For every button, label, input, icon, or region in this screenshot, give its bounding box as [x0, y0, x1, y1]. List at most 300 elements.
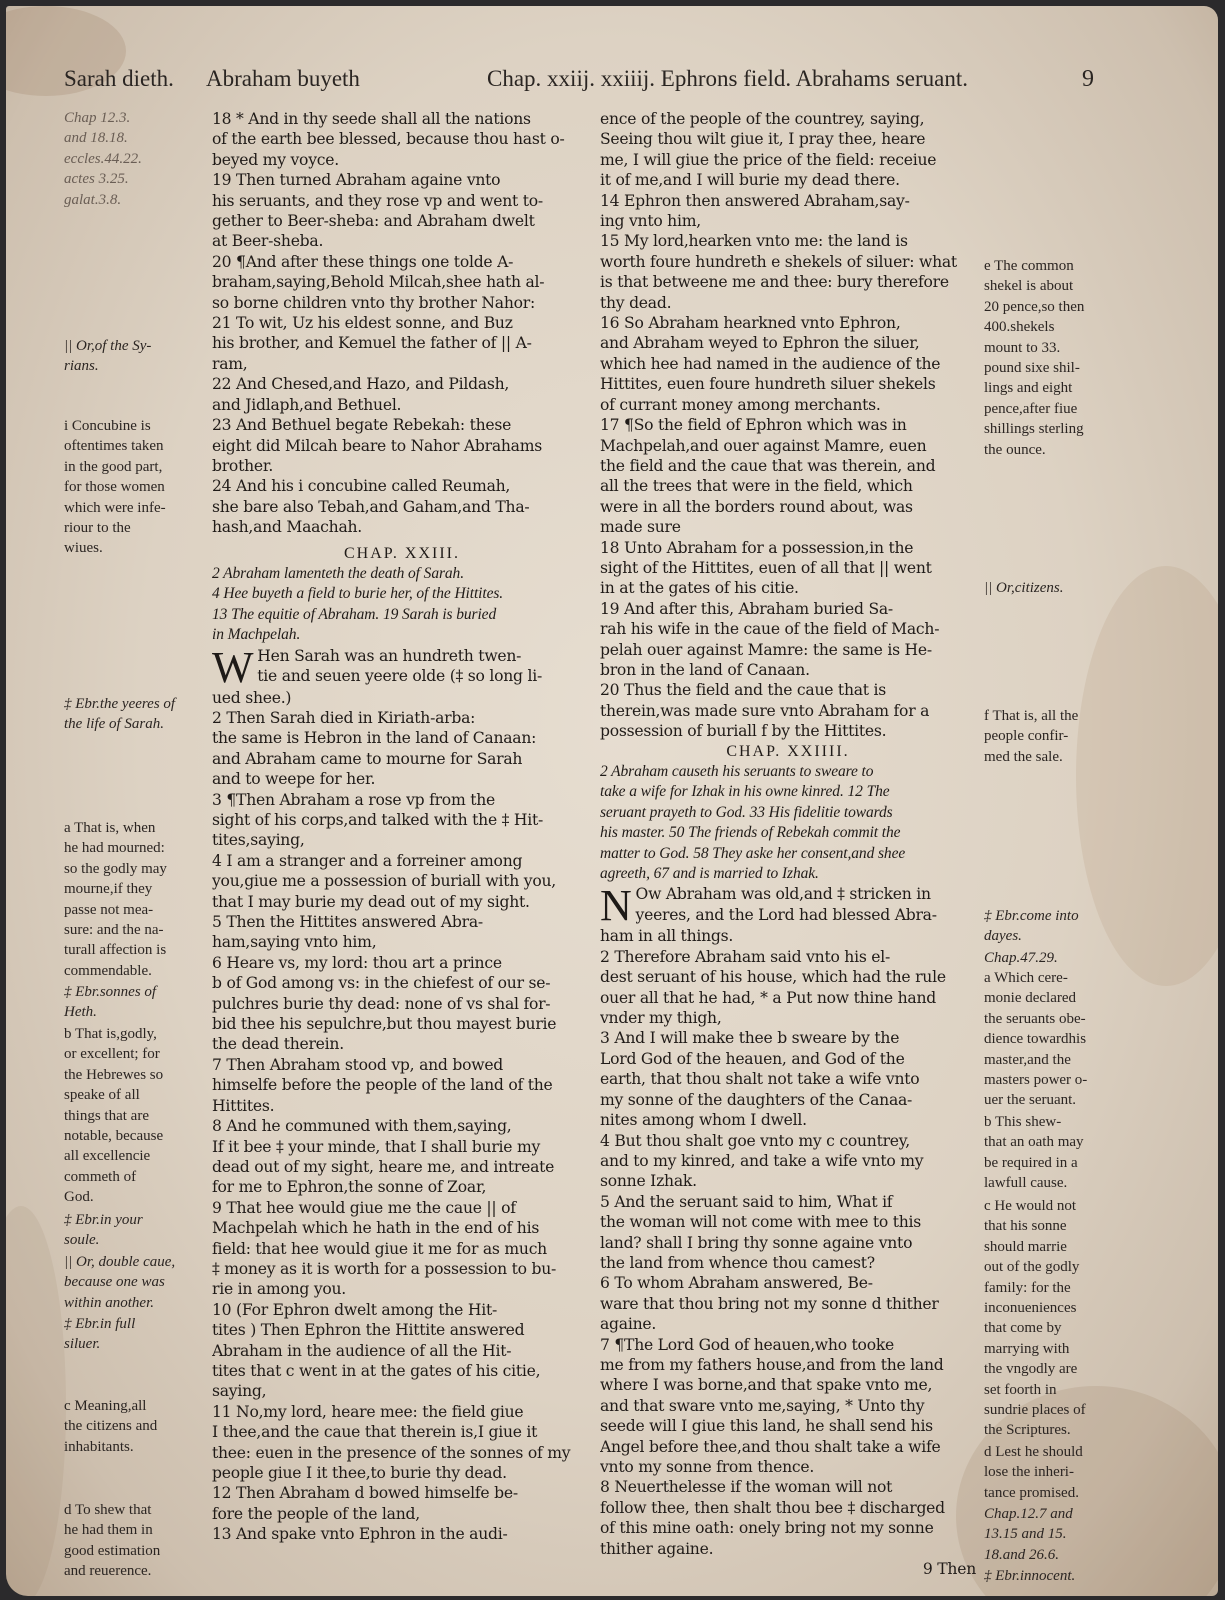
text-line: b of God among vs: in the chiefest of our se- [212, 974, 551, 993]
margin-note-c [64, 1396, 157, 1457]
text-line: ‡ Ebr.innocent. [984, 1568, 1076, 1584]
verse-block [600, 1131, 976, 1192]
text-line: 24 And his i concubine called Reumah, [212, 477, 511, 496]
text-line: so borne children vnto thy brother Nahor: [212, 293, 535, 312]
text-line: mount to 33. [984, 339, 1061, 356]
text-line: and 18.18. [64, 130, 128, 147]
text-line: 2 Abraham causeth his seruants to sweare to [600, 763, 874, 780]
text-line: 7 Then Abraham stood vp, and bowed [212, 1055, 504, 1074]
text-line: 8 Neuerthelesse if the woman will not [600, 1478, 893, 1497]
text-line: dest seruant of his house, which had the rule [600, 968, 946, 987]
text-line: thither againe. [600, 1539, 714, 1558]
text-line: brother. [212, 456, 274, 475]
text-line: earth, that thou shalt not take a wife vnto [600, 1070, 920, 1089]
text-line: 10 (For Ephron dwelt among the Hit- [212, 1300, 497, 1319]
verse-block [600, 1335, 976, 1478]
text-line: that his sonne [984, 1218, 1067, 1235]
text-line: which were infe- [64, 499, 166, 516]
text-line: seruant prayeth to God. 33 His fidelitie towards [600, 803, 893, 821]
text-line: it of me,and I will burie my dead there. [600, 171, 900, 190]
text-line: within another. [64, 1294, 155, 1311]
text-line: 12 Then Abraham d bowed himselfe be- [212, 1484, 518, 1503]
text-line: tie and seuen yeere olde (‡ so long li- [257, 666, 542, 685]
text-line: that I may burie my dead out of my sight. [212, 892, 530, 911]
margin-note-citizens [984, 578, 1064, 598]
verse-block [212, 313, 592, 374]
text-line: ‡ Ebr.come into [984, 908, 1079, 924]
text-line: agreeth, 67 and is married to Izhak. [600, 865, 819, 883]
text-line: 20 pence,so then [984, 298, 1085, 315]
text-line: sonne Izhak. [600, 1172, 697, 1191]
text-line: he had them in [64, 1522, 153, 1539]
verse-block [212, 1524, 592, 1544]
drop-cap: W [212, 645, 254, 688]
text-line: the land from whence thou camest? [600, 1253, 875, 1272]
paper-stain [6, 1206, 66, 1596]
text-line: me, I will giue the price of the field: receiue [600, 150, 937, 169]
text-line: he had mourned: [64, 840, 165, 857]
catchword: 9 Then [922, 1560, 976, 1579]
verse-block [600, 1273, 976, 1334]
text-line: rie in among you. [212, 1280, 347, 1299]
text-line: 18.and 26.6. [984, 1546, 1059, 1563]
text-line: d To shew that [64, 1502, 152, 1518]
text-line: 9 That hee would giue me the caue || of [212, 1198, 516, 1217]
text-line: were in all the borders round about, was [600, 497, 913, 516]
text-line: 3 And I will make thee b sweare by the [600, 1029, 900, 1048]
text-line: eccles.44.22. [64, 150, 142, 167]
text-line: tites that c went in at the gates of his citie, [212, 1361, 541, 1380]
text-line: his master. 50 The friends of Rebekah commit the [600, 824, 901, 842]
text-line: in at the gates of his citie. [600, 579, 799, 598]
text-line: eight did Milcah beare to Nahor Abrahams [212, 436, 543, 455]
text-line: c He would not [984, 1198, 1077, 1214]
margin-note-ebr-heth [64, 982, 156, 1023]
verse-block [212, 374, 592, 415]
text-line: my sonne of the daughters of the Canaa- [600, 1090, 913, 1109]
header-left-title: Sarah dieth. [64, 66, 174, 91]
margin-note-ebr-dayes [984, 906, 1079, 947]
text-line: the seruants obe- [984, 1010, 1086, 1027]
text-line: 13 And spake vnto Ephron in the audi- [212, 1525, 508, 1544]
verse-block [212, 1402, 592, 1484]
text-line: set foorth in [984, 1381, 1057, 1398]
text-line: 3 ¶Then Abraham a rose vp from the [212, 790, 495, 809]
text-line: Heth. [64, 1004, 97, 1021]
text-line: the Scriptures. [984, 1422, 1071, 1439]
text-line: Chap 12.3. [64, 110, 131, 126]
text-line: dience towardhis [984, 1031, 1087, 1048]
text-line: soule. [64, 1232, 100, 1249]
text-line: possession of buriall f by the Hittites. [600, 722, 887, 741]
verse-line: ued shee.) [212, 688, 292, 707]
text-line: tance promised. [984, 1484, 1079, 1501]
verse-block [600, 109, 976, 191]
verse-block [212, 1300, 592, 1402]
text-line: ‡ Ebr.sonnes of [64, 984, 157, 1000]
text-line: in Machpelah. [212, 626, 301, 644]
text-line: all excellencie [64, 1148, 151, 1165]
verse-block [212, 1198, 592, 1300]
verse-block [600, 599, 976, 681]
header-left-title-2: Abraham buyeth [206, 66, 360, 91]
text-line: at Beer-sheba. [212, 232, 324, 251]
text-line: and Abraham weyed to Ephron the siluer, [600, 334, 920, 353]
text-line: seede will I giue this land, he shall send his [600, 1417, 933, 1436]
chapter-summary [212, 564, 592, 646]
text-line: God. [64, 1189, 94, 1206]
bible-page [6, 6, 1218, 1596]
text-line: nites among whom I dwell. [600, 1111, 807, 1130]
text-line: and to weepe for her. [212, 770, 376, 789]
text-line: uer the seruant. [984, 1092, 1077, 1109]
text-line: a That is, when [64, 820, 156, 836]
text-line: lings and eight [984, 380, 1073, 397]
verse-block [600, 1028, 976, 1130]
margin-note-ebr-soule [64, 1210, 143, 1251]
text-line: tites ) Then Ephron the Hittite answered [212, 1321, 525, 1340]
text-line: c Meaning,all [64, 1398, 147, 1414]
text-line: pelah ouer against Mamre: the same is He- [600, 640, 932, 659]
text-column-right [600, 109, 976, 1579]
text-line: the field and the caue that was therein, and [600, 456, 936, 475]
text-line: actes 3.25. [64, 171, 129, 188]
text-line: be required in a [984, 1154, 1078, 1171]
chapter-heading: CHAP. XXIII. [344, 544, 460, 562]
margin-note-a [64, 818, 167, 981]
text-line: riour to the [64, 520, 131, 537]
margin-note-b-right [984, 1112, 1084, 1194]
text-line: pence,after fiue [984, 400, 1078, 417]
running-header [64, 66, 1124, 102]
text-line: braham,saying,Behold Milcah,shee hath al- [212, 273, 545, 292]
text-line: 20 ¶And after these things one tolde A- [212, 252, 514, 271]
verse-block [212, 790, 592, 851]
text-line: Hen Sarah was an hundreth twen- [257, 646, 522, 665]
text-line: mourne,if they [64, 881, 153, 898]
text-line: me from my fathers house,and from the land [600, 1355, 944, 1374]
verse-block [212, 415, 592, 476]
text-line: lawfull cause. [984, 1175, 1068, 1192]
text-line: 4 Hee buyeth a field to burie her, of the Hittites. [212, 585, 504, 603]
margin-note-ebr-yeeres [64, 694, 175, 735]
text-line: notable, because [64, 1128, 164, 1145]
text-line: master,and the [984, 1051, 1071, 1068]
text-line: I thee,and the caue that therein is,I giue it [212, 1423, 538, 1442]
text-line: good estimation [64, 1542, 161, 1559]
text-line: his seruants, and they rose vp and went to- [212, 191, 543, 210]
verse-block [600, 538, 976, 599]
margin-note-refs [64, 108, 142, 210]
text-line: ham,saying vnto him, [212, 933, 377, 952]
margin-note-ebr-full [64, 1314, 135, 1355]
text-line: hash,and Maachah. [212, 518, 363, 537]
text-line: the citizens and [64, 1418, 158, 1435]
text-line: family: for the [984, 1279, 1071, 1296]
text-line: dayes. [984, 928, 1022, 945]
text-line: saying, [212, 1382, 267, 1401]
verse-block [600, 1192, 976, 1274]
text-line: 17 ¶So the field of Ephron which was in [600, 416, 907, 435]
text-line: that an oath may [984, 1134, 1084, 1151]
text-line: you,giue me a possession of buriall with you, [212, 872, 556, 891]
text-line: his brother, and Kemuel the father of || A- [212, 334, 532, 353]
verse-block [212, 109, 592, 170]
text-line: Lord God of the heauen, and God of the [600, 1049, 905, 1068]
text-line: sight of his corps,and talked with the ‡ Hit- [212, 811, 544, 829]
text-line: people giue I it thee,to burie thy dead. [212, 1464, 507, 1482]
text-line: 400.shekels [984, 319, 1055, 336]
text-line: matter to God. 58 They aske her consent,and shee [600, 844, 906, 862]
chapter-heading: CHAP. XXIIII. [726, 742, 850, 760]
text-line: pound sixe shil- [984, 360, 1080, 377]
margin-note-e [984, 256, 1084, 460]
text-line: 22 And Chesed,and Hazo, and Pildash, [212, 375, 510, 394]
verse-block [212, 912, 592, 953]
text-line: ram, [212, 354, 248, 373]
text-line: should marrie [984, 1238, 1067, 1255]
margin-note-i [64, 416, 166, 559]
verse-block [600, 415, 976, 537]
text-line: e The common [984, 258, 1074, 274]
text-line: 14 Ephron then answered Abraham,say- [600, 191, 910, 210]
text-line: wiues. [64, 540, 103, 557]
text-line: siluer. [64, 1336, 101, 1353]
text-line: 18 * And in thy seede shall all the nations [212, 110, 531, 128]
text-line: monie declared [984, 990, 1077, 1007]
text-line: the same is Hebron in the land of Canaan: [212, 729, 537, 748]
text-line: or excellent; for [64, 1046, 160, 1063]
text-line: all the trees that were in the field, which [600, 477, 913, 496]
text-line: of the earth bee blessed, because thou hast o- [212, 130, 565, 149]
verse-block [212, 1055, 592, 1116]
text-line: where I was borne,and that spake vnto me, [600, 1376, 933, 1395]
text-line: ‡ Ebr.in full [64, 1316, 136, 1332]
text-line: yeeres, and the Lord had blessed Abra- [635, 905, 937, 924]
text-line: Chap.12.7 and [984, 1506, 1073, 1522]
text-line: she bare also Tebah,and Gaham,and Tha- [212, 497, 530, 516]
text-line: ‡ money as it is worth for a possession to bu- [212, 1259, 557, 1278]
chapter-summary [600, 762, 976, 884]
verse-block [212, 1483, 592, 1524]
text-line: ware that thou bring not my sonne d thither [600, 1294, 939, 1313]
text-line: tites,saying, [212, 831, 305, 850]
text-line: 19 Then turned Abraham againe vnto [212, 171, 501, 190]
text-line: Machpelah,and ouer against Mamre, euen [600, 436, 927, 455]
verse-block [212, 170, 592, 252]
text-line: land? shall I bring thy sonne againe vnto [600, 1233, 913, 1252]
verse-block [600, 947, 976, 1029]
text-line: ‡ Ebr.in your [64, 1212, 143, 1228]
text-line: 23 And Bethuel begate Rebekah: these [212, 416, 512, 435]
page-number: 9 [1082, 66, 1094, 92]
text-line: f That is, all the [984, 708, 1079, 724]
text-line: thee: euen in the presence of the sonnes of my [212, 1443, 571, 1462]
text-line: of currant money among merchants. [600, 395, 881, 414]
text-line: med the sale. [984, 748, 1063, 765]
text-line: lose the inheri- [984, 1464, 1074, 1481]
text-line: in the good part, [64, 458, 163, 475]
text-line: rians. [64, 358, 99, 375]
text-line: field: that hee would giue it me for as much [212, 1239, 547, 1258]
text-line: Chap.47.29. [984, 950, 1058, 966]
text-line: 4 I am a stranger and a forreiner among [212, 851, 523, 870]
text-line: 5 And the seruant said to him, What if [600, 1192, 893, 1211]
text-line: which hee had named in the audience of the [600, 354, 941, 373]
text-line: 13.15 and 15. [984, 1526, 1067, 1543]
text-line: for those women [64, 479, 165, 496]
text-line: ouer all that he had, * a Put now thine hand [600, 988, 936, 1007]
text-line: 4 But thou shalt goe vnto my c countrey, [600, 1131, 910, 1150]
text-line: || Or,of the Sy- [64, 338, 152, 354]
margin-note-f [984, 706, 1078, 767]
margin-note-d [64, 1500, 160, 1582]
text-line: because one was [64, 1274, 165, 1291]
text-line: 19 And after this, Abraham buried Sa- [600, 599, 893, 618]
text-line: for me to Ephron,the sonne of Zoar, [212, 1178, 487, 1197]
text-line: 2 Abraham lamenteth the death of Sarah. [212, 564, 464, 582]
text-line: masters power o- [984, 1072, 1088, 1089]
text-line: beyed my voyce. [212, 150, 339, 169]
verse-block [212, 851, 592, 912]
text-line: of this mine oath: onely bring not my sonne [600, 1519, 934, 1538]
text-line: Seeing thou wilt giue it, I pray thee, heare [600, 130, 926, 149]
verse-block [600, 680, 976, 741]
text-line: 6 Heare vs, my lord: thou art a prince [212, 953, 502, 972]
text-line: 6 To whom Abraham answered, Be- [600, 1274, 873, 1293]
text-line: the life of Sarah. [64, 716, 164, 733]
text-line: If it bee ‡ your minde, that I shall burie my [212, 1137, 541, 1156]
text-line: things that are [64, 1107, 149, 1124]
text-line: againe. [600, 1315, 657, 1334]
text-line: 2 Therefore Abraham said vnto his el- [600, 947, 891, 966]
text-line: Hittites. [212, 1096, 275, 1115]
text-line: take a wife for Izhak in his owne kinred. 12 The [600, 783, 890, 801]
margin-note-chap-ref-2 [984, 1504, 1073, 1565]
text-line: d Lest he should [984, 1444, 1083, 1460]
text-line: shillings sterling [984, 421, 1084, 438]
text-line: people confir- [984, 728, 1069, 745]
text-line: turall affection is [64, 942, 167, 959]
text-line: Angel before thee,and thou shalt take a wife [600, 1437, 941, 1456]
text-line: 16 So Abraham hearkned vnto Ephron, [600, 314, 901, 333]
text-line: Ow Abraham was old,and ‡ stricken in [635, 885, 931, 904]
text-line: 20 Thus the field and the caue that is [600, 681, 887, 700]
text-line: sight of the Hittites, euen of all that || went [600, 558, 932, 577]
verse-block [600, 1477, 976, 1559]
text-line: out of the godly [984, 1259, 1080, 1276]
text-line: gether to Beer-sheba: and Abraham dwelt [212, 212, 535, 231]
text-column-left [212, 109, 592, 1545]
text-line: is that betweene me and thee: bury therefore [600, 273, 949, 292]
margin-note-d-right [984, 1442, 1083, 1503]
text-line: so the godly may [64, 860, 167, 877]
drop-cap: N [600, 884, 632, 927]
text-line: b That is,godly, [64, 1026, 157, 1042]
text-line: sure: and the na- [64, 922, 164, 939]
verse-1 [600, 884, 976, 926]
verse-block [600, 313, 976, 415]
text-line: the vngodly are [984, 1361, 1078, 1378]
text-line: and that sware vnto me,saying, * Unto thy [600, 1396, 925, 1415]
text-line: speake of all [64, 1087, 140, 1104]
verse-block [212, 252, 592, 313]
text-line: the ounce. [984, 441, 1046, 458]
verse-block [212, 1116, 592, 1198]
text-line: bron in the land of Canaan. [600, 660, 810, 679]
text-line: thy dead. [600, 293, 672, 312]
text-line: and to my kinred, and take a wife vnto my [600, 1151, 924, 1170]
text-line: passe not mea- [64, 901, 154, 918]
text-line: commendable. [64, 962, 152, 979]
text-line: ‡ Ebr.the yeeres of [64, 696, 176, 712]
text-line: Hittites, euen foure hundreth siluer shekels [600, 375, 936, 394]
margin-note-c-right [984, 1196, 1086, 1441]
text-line: worth foure hundreth e shekels of siluer: what [600, 252, 957, 271]
text-line: the Hebrewes so [64, 1066, 164, 1083]
verse-line: ham in all things. [600, 927, 734, 946]
text-line: Machpelah which he hath in the end of his [212, 1219, 540, 1238]
text-line: himselfe before the people of the land of the [212, 1076, 553, 1095]
text-line: marrying with [984, 1340, 1070, 1357]
text-line: || Or, double caue, [64, 1254, 176, 1270]
margin-note-ebr-innocent [984, 1566, 1075, 1586]
text-line: rah his wife in the caue of the field of Mach- [600, 620, 940, 639]
verse-block [212, 953, 592, 1055]
text-line: 18 Unto Abraham for a possession,in the [600, 538, 914, 557]
text-line: Abraham in the audience of all the Hit- [212, 1341, 512, 1360]
verse-block [212, 708, 592, 790]
text-line: b This shew- [984, 1114, 1062, 1130]
verse-1 [212, 646, 592, 688]
text-line: vnto my sonne from thence. [600, 1458, 815, 1476]
text-line: and Jidlaph,and Bethuel. [212, 395, 402, 414]
text-line: 5 Then the Hittites answered Abra- [212, 913, 483, 932]
text-line: i Concubine is [64, 418, 151, 434]
text-line: therein,was made sure vnto Abraham for a [600, 701, 930, 720]
text-line: ing vnto him, [600, 212, 701, 231]
text-line: and Abraham came to mourne for Sarah [212, 749, 523, 768]
text-line: commeth of [64, 1168, 137, 1185]
text-line: galat.3.8. [64, 191, 122, 208]
text-line: 7 ¶The Lord God of heauen,who tooke [600, 1335, 895, 1354]
margin-note-b [64, 1024, 163, 1208]
margin-note-chap-ref [984, 948, 1058, 968]
margin-note-double-caue [64, 1252, 175, 1313]
text-line: 21 To wit, Uz his eldest sonne, and Buz [212, 314, 513, 333]
text-line: inhabitants. [64, 1438, 134, 1455]
text-line: pulchres burie thy dead: none of vs shal for- [212, 994, 551, 1013]
text-line: the dead therein. [212, 1035, 344, 1054]
text-line: || Or,citizens. [984, 580, 1064, 596]
text-line: and reuerence. [64, 1563, 152, 1580]
text-line: a Which cere- [984, 970, 1068, 986]
text-line: ence of the people of the countrey, saying, [600, 110, 925, 128]
text-line: the woman will not come with mee to this [600, 1213, 922, 1232]
text-line: made sure [600, 518, 681, 537]
verse-block [600, 191, 976, 232]
text-line: vnder my thigh, [600, 1009, 722, 1028]
margin-note-a-right [984, 968, 1087, 1111]
text-line: dead out of my sight, heare me, and intreate [212, 1157, 555, 1176]
verse-block [600, 231, 976, 313]
margin-note-syrians [64, 336, 151, 377]
text-line: oftentimes taken [64, 438, 164, 455]
text-line: sundrie places of [984, 1402, 1086, 1419]
text-line: bid thee his sepulchre,but thou mayest burie [212, 1015, 557, 1034]
text-line: 8 And he communed with them,saying, [212, 1117, 512, 1136]
text-line: fore the people of the land, [212, 1504, 420, 1523]
